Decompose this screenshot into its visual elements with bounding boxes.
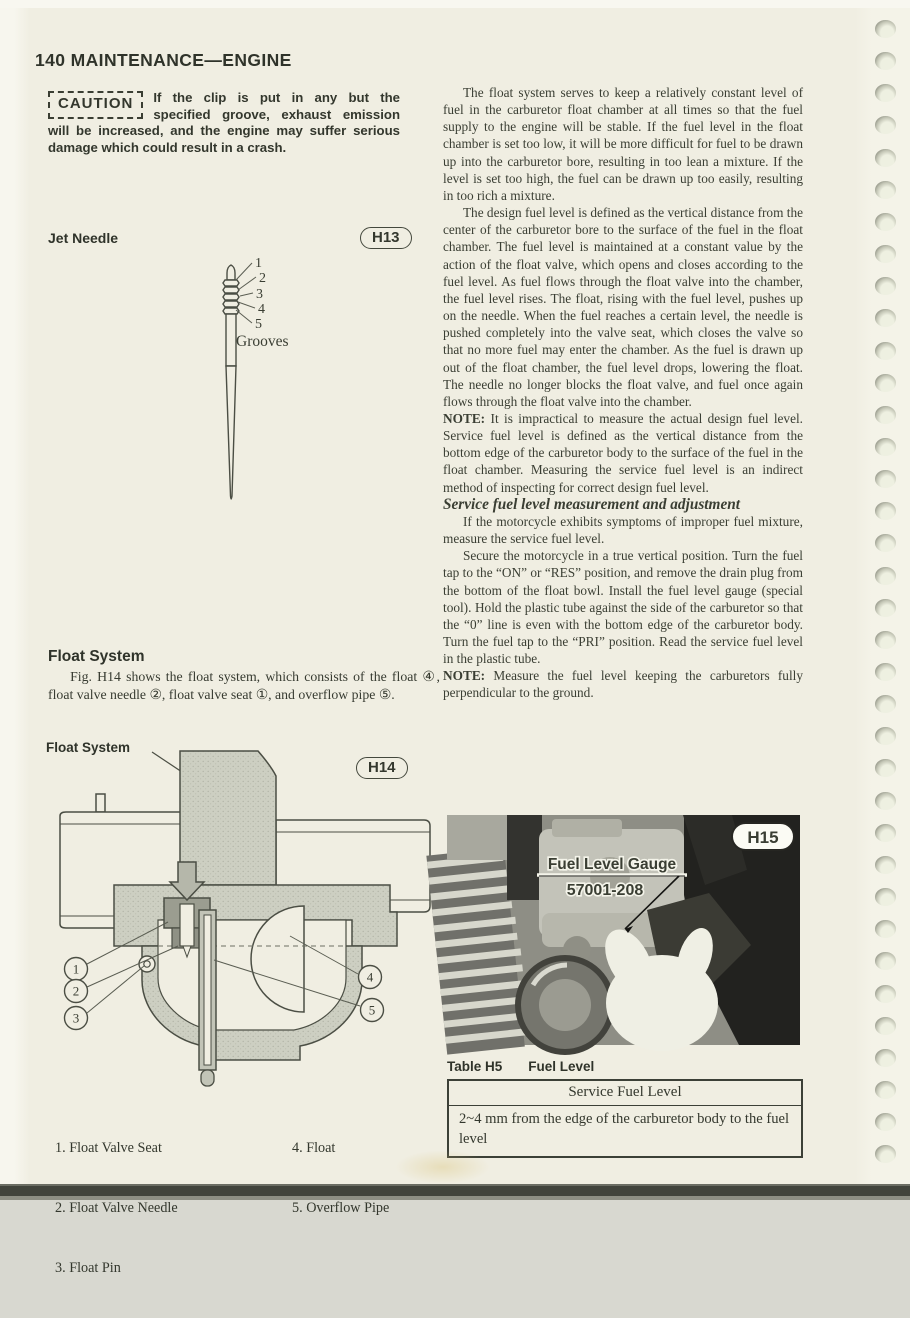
fuel-level-table: [447, 1079, 803, 1158]
paper-stain: [395, 1150, 490, 1184]
binding-hole: [875, 84, 896, 102]
callout-4: 4: [258, 302, 265, 317]
needle-grooves: [223, 280, 239, 314]
legend-item: 2. Float Valve Needle: [55, 1200, 178, 1216]
paragraph-design-fuel-level: The design fuel level is defined as the vertical distance from the center of the carburetor bore to the surface of the fuel in the float chamber. The fuel level is maintained at a constant value by the action of the float valve, which opens and closes according to the fuel level. As fuel flows through the float valve into the chamber, the fuel level rises. The float, rising with the fuel level, pushes up on the needle. When the fuel reaches a certain level, the needle is pushed completely into the valve seat, which closes the valve so that no more fuel may enter the chamber. As the fuel is drawn up out of the float chamber, the fuel level drops, lowering the float. The needle no longer blocks the float valve, and fuel once again flows through the float valve into the chamber.: [443, 205, 803, 409]
caution-text: If the clip is put in any but the specified groove, exhaust emission will be increased, and the engine may suffer serious damage which could result in a crash.: [48, 90, 400, 155]
svg-text:H15: H15: [747, 828, 779, 847]
tool-label-line1: Fuel Level Gauge: [547, 856, 677, 873]
subheading-service-fuel-level: Service fuel level measurement and adjustment: [443, 495, 740, 513]
diagram-callout-5: 5: [368, 1002, 376, 1018]
binding-hole: [875, 695, 896, 713]
jet-needle-heading: Jet Needle: [48, 230, 119, 246]
caution-stamp: CAUTION: [48, 91, 143, 119]
binding-hole: [875, 406, 896, 424]
binding-hole: [875, 534, 896, 552]
table-caption-id: Table H5: [447, 1059, 503, 1074]
diagram-callout-1: 1: [72, 961, 80, 977]
binding-hole: [875, 149, 896, 167]
binding-hole: [875, 1081, 896, 1099]
page-title: 140 MAINTENANCE—ENGINE: [35, 50, 292, 70]
figure-badge-h15: [732, 823, 794, 850]
legend-item: 5. Overflow Pipe: [292, 1200, 390, 1216]
table-caption-title: Fuel Level: [528, 1059, 595, 1074]
float-system-intro: Fig. H14 shows the float system, which consists of the float ④, float valve needle ②, float valve seat ①, and overflow pipe ⑤.: [48, 669, 440, 702]
paragraph-symptoms: If the motorcycle exhibits symptoms of improper fuel mixture, measure the service fuel level.: [443, 513, 803, 547]
note-text: It is impractical to measure the actual design fuel level. Service fuel level is defined as the vertical distance from the bottom edge of the carburetor body to the surface of the fuel in the float chamber. Measuring the service fuel level is an indirect method of inspecting for correct design fuel level.: [443, 410, 803, 495]
binding-hole: [875, 856, 896, 874]
binding-hole: [875, 1145, 896, 1163]
callout-1: 1: [255, 256, 262, 271]
binding-hole: [875, 1049, 896, 1067]
note-label: NOTE:: [443, 410, 486, 426]
binding-hole: [875, 52, 896, 70]
figure-badge-h13: H13: [360, 227, 412, 249]
binding-hole: [875, 792, 896, 810]
diagram-legend-col2: [292, 1098, 389, 1258]
float-pin-part: [139, 956, 155, 972]
needle-callouts: [236, 256, 289, 350]
paragraph-procedure: Secure the motorcycle in a true vertical position. Turn the fuel tap to the “ON” or “RES” position, and remove the drain plug from the bottom of the float bowl. Install the fuel level gauge (special tool). Hold the plastic tube against the side of the carburetor so that the “0” line is even with the bottom edge of the carburetor body. Turn the fuel tap to the “PRI” position. Read the service fuel level in the plastic tube.: [443, 548, 803, 667]
tube-pin: [96, 794, 105, 812]
binding-hole: [875, 888, 896, 906]
binding-hole: [875, 1113, 896, 1131]
binding-hole: [875, 20, 896, 38]
legend-item: 4. Float: [292, 1140, 336, 1156]
callout-5: 5: [255, 317, 262, 332]
figure-badge-h14: H14: [356, 757, 408, 779]
table-header-cell: Service Fuel Level: [449, 1081, 801, 1106]
binding-hole: [875, 502, 896, 520]
binding-hole: [875, 727, 896, 745]
note-text: Measure the fuel level keeping the carburetors fully perpendicular to the ground.: [443, 668, 803, 701]
diagram-callout-4: 4: [366, 969, 374, 985]
binding-hole: [875, 567, 896, 585]
binding-hole: [875, 952, 896, 970]
binding-hole: [875, 213, 896, 231]
binding-hole: [875, 374, 896, 392]
float-valve-needle-part: [180, 904, 194, 946]
binding-hole: [875, 985, 896, 1003]
binding-hole: [875, 1017, 896, 1035]
needle-tip-cap: [227, 265, 235, 280]
note-perpendicular: [443, 667, 803, 701]
caution-block: [48, 90, 400, 156]
binding-hole: [875, 309, 896, 327]
page-bottom-edge: [0, 1184, 910, 1200]
diagram-callout-2: 2: [72, 983, 80, 999]
body-text-column: [443, 84, 803, 816]
float-system-heading: Float System: [48, 648, 145, 665]
binding-hole: [875, 631, 896, 649]
binding-hole: [875, 920, 896, 938]
table-value-cell: 2~4 mm from the edge of the carburetor body to the fuel level: [459, 1111, 790, 1147]
float-system-diagram: [52, 750, 434, 1095]
legend-item: 3. Float Pin: [55, 1260, 121, 1276]
photo-fuel-level-gauge: [447, 815, 800, 1045]
binding-hole: [875, 824, 896, 842]
binding-hole: [875, 277, 896, 295]
legend-item: 1. Float Valve Seat: [55, 1140, 162, 1156]
binding-hole: [875, 663, 896, 681]
diagram-legend-col1: [55, 1098, 178, 1318]
binding-hole: [875, 245, 896, 263]
binding-hole: [875, 116, 896, 134]
needle-taper: [226, 366, 236, 499]
callout-3: 3: [256, 287, 263, 302]
binding-hole: [875, 181, 896, 199]
grooves-caption: Grooves: [236, 333, 289, 350]
jet-needle-diagram: [140, 246, 370, 511]
tool-label-line2: 57001-208: [566, 882, 644, 899]
table-caption: [447, 1059, 620, 1074]
binding-hole: [875, 759, 896, 777]
binding-hole: [875, 438, 896, 456]
binding-hole: [875, 599, 896, 617]
needle-shaft: [226, 314, 236, 366]
needle-leader-lines: [236, 263, 256, 323]
note-label: NOTE:: [443, 668, 486, 684]
diagram-callout-3: 3: [72, 1010, 80, 1026]
binding-hole: [875, 470, 896, 488]
paragraph-float-system: The float system serves to keep a relatively constant level of fuel in the carburetor float chamber at all times so that the fuel supply to the engine will be stable. If the fuel level in the float chamber is set too low, it will be more difficult for fuel to be drawn up into the carburetor bore, resulting in too lean a mixture. If the level is set too high, the fuel can be drawn up too easily, resulting in too rich a mixture.: [443, 85, 803, 203]
float-diagram-label: Float System: [46, 740, 131, 755]
note-design-level: [443, 410, 803, 496]
callout-2: 2: [259, 271, 266, 286]
binding-hole: [875, 342, 896, 360]
